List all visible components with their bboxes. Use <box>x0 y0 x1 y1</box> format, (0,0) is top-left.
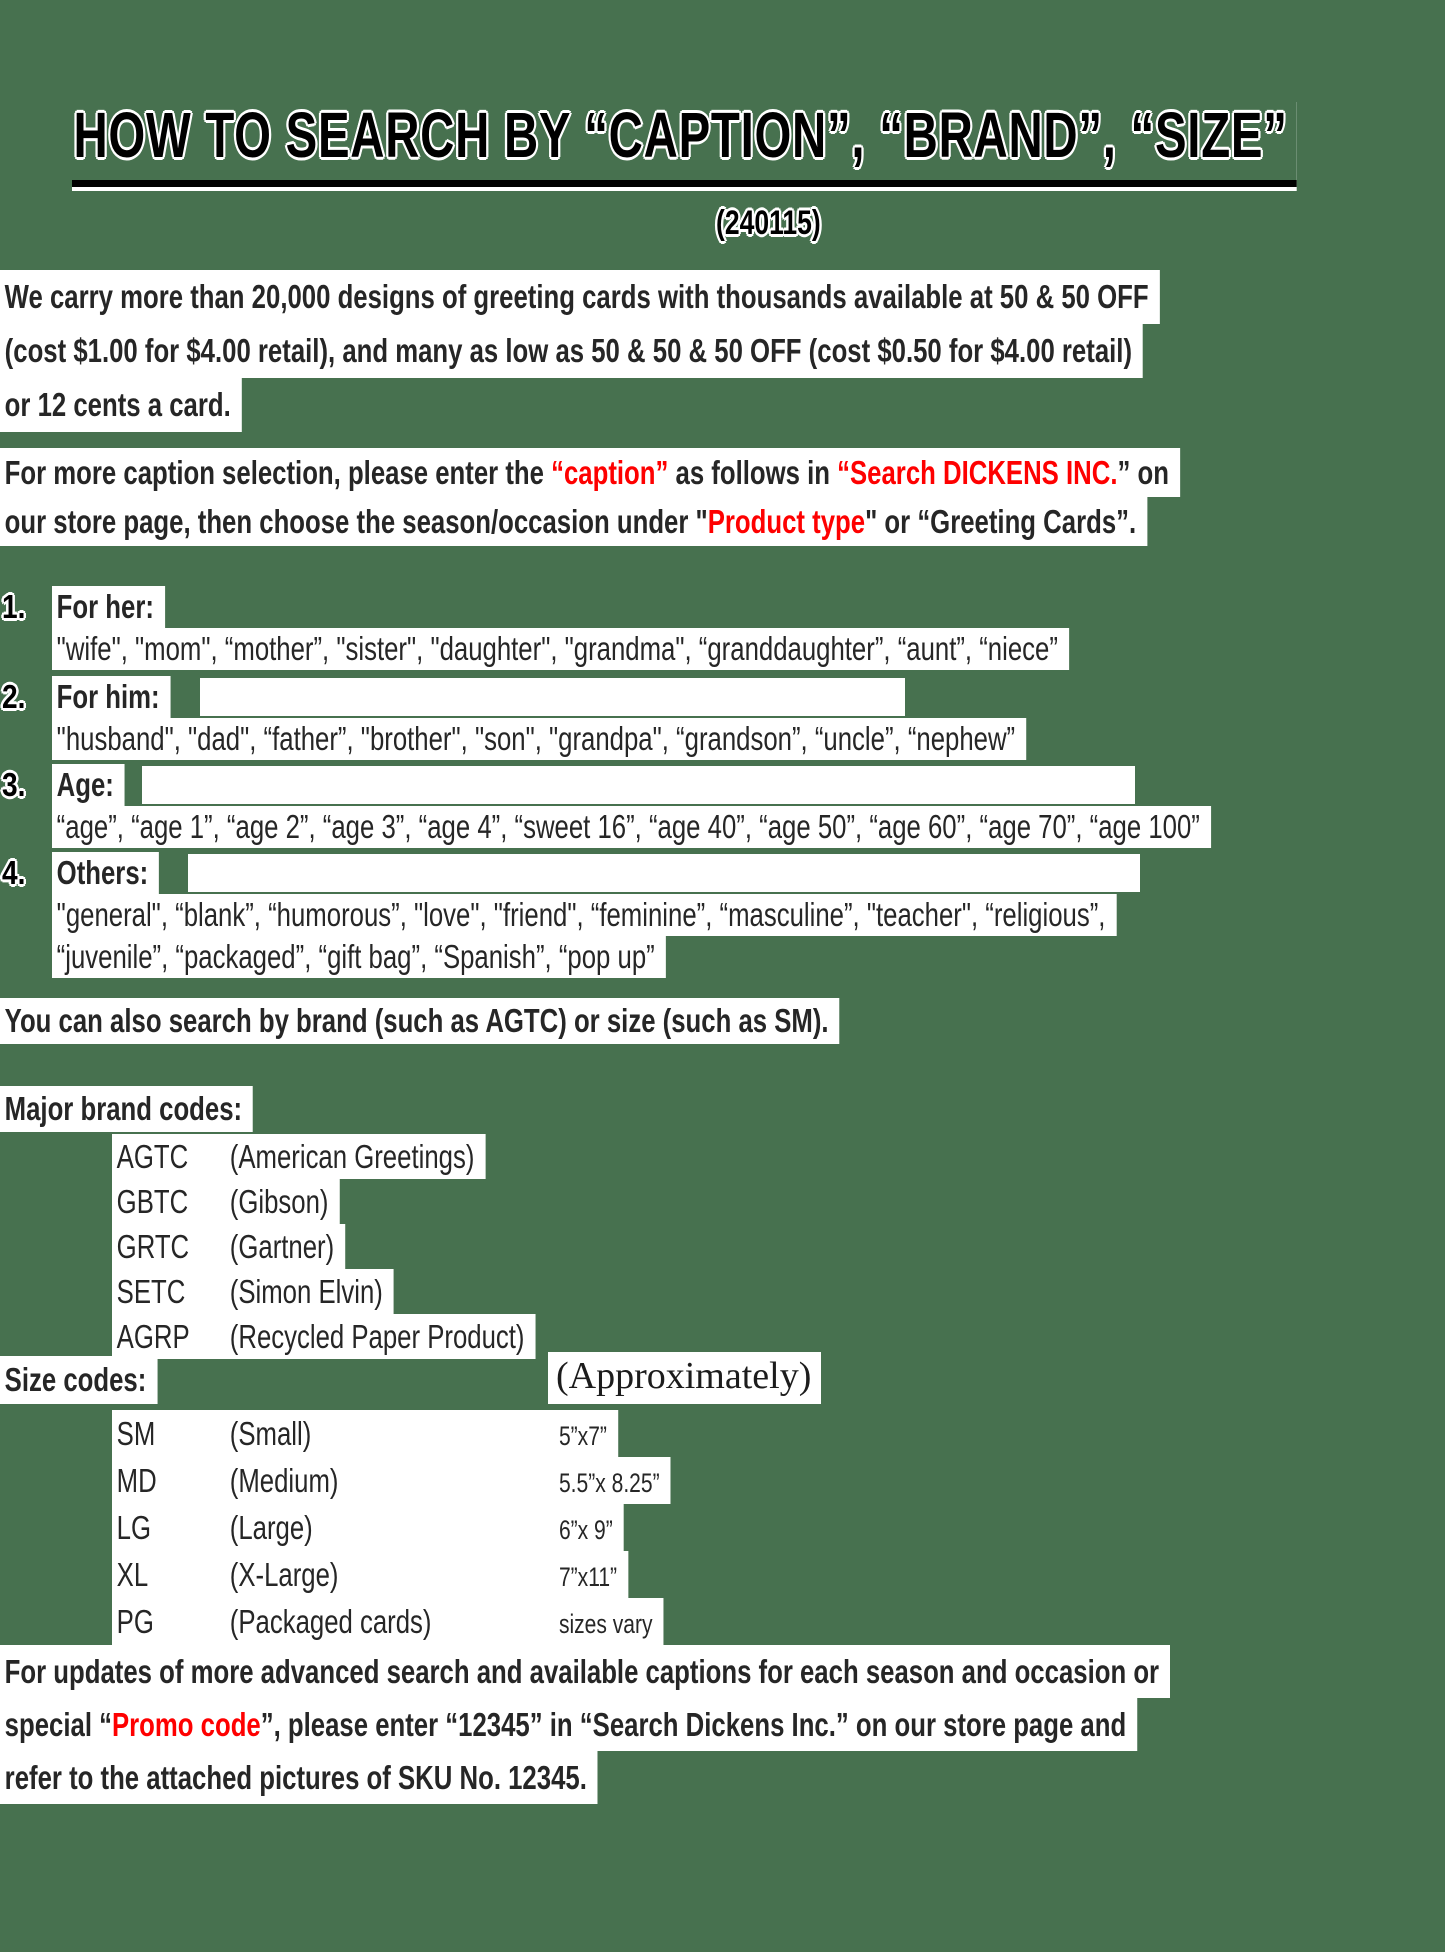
highlight-bar <box>142 766 1135 804</box>
brand-name: (Recycled Paper Product) <box>229 1318 525 1355</box>
size-code-row-text <box>112 1410 618 1457</box>
intro-line <box>0 378 242 432</box>
size-code: MD <box>116 1462 157 1499</box>
size-code-row <box>112 1504 624 1551</box>
brand-code-row-text <box>112 1134 485 1179</box>
footer-line <box>0 1645 1170 1698</box>
intro-line-text: We carry more than 20,000 designs of greeting cards with thousands available at 50 & 50 OFF <box>0 270 1160 324</box>
size-value: 5.5”x 8.25” <box>558 1468 660 1498</box>
brand-code: AGTC <box>116 1138 189 1175</box>
brand-code-row <box>112 1179 339 1224</box>
highlight-bar <box>200 678 905 716</box>
list-item-terms-text: "wife", "mom", “mother”, "sister", "daughter", "grandma", “granddaughter”, “aunt”, “niece” <box>52 628 1069 670</box>
caption-line-text: For more caption selection, please enter the “caption” as follows in “Search DICKENS INC.” on <box>0 448 1180 497</box>
size-code-row-text <box>112 1551 628 1598</box>
brand-code-row-text <box>112 1269 394 1314</box>
intro-line-text: (cost $1.00 for $4.00 retail), and many as low as 50 & 50 & 50 OFF (cost $0.50 for $4.00 retail) <box>0 324 1143 378</box>
size-code-row-text <box>112 1504 624 1551</box>
also-search-note: You can also search by brand (such as AGTC) or size (such as SM). <box>0 998 839 1044</box>
size-value: 5”x7” <box>558 1421 607 1451</box>
brand-code: AGRP <box>116 1318 190 1355</box>
list-item-terms <box>52 806 1211 848</box>
brand-code: GBTC <box>116 1183 189 1220</box>
brand-code: GRTC <box>116 1228 190 1265</box>
footer-line-text: special “Promo code”, please enter “12345” in “Search Dickens Inc.” on our store page and <box>0 1698 1137 1751</box>
size-code-row-text <box>112 1598 663 1645</box>
size-code-row <box>112 1410 618 1457</box>
size-code-row <box>112 1598 663 1645</box>
size-value: 7”x11” <box>558 1562 618 1592</box>
list-item-number: 4. <box>2 854 26 891</box>
caption-line-text: our store page, then choose the season/occasion under "Product type" or “Greeting Cards”. <box>0 497 1147 546</box>
size-code: XL <box>116 1556 149 1593</box>
list-item-terms-text: "general", “blank”, “humorous”, "love", "friend", “feminine”, “masculine”, "teacher", “religious”, <box>52 894 1116 936</box>
approx-note: (Approximately) <box>548 1352 821 1404</box>
list-item-number: 3. <box>2 766 26 803</box>
brand-codes-heading: Major brand codes: <box>0 1086 253 1132</box>
list-item-label <box>52 676 171 718</box>
intro-line <box>0 270 1160 324</box>
footer-line <box>0 1751 598 1804</box>
list-item-label-text: For her: <box>52 586 165 628</box>
list-item-label <box>52 764 125 806</box>
list-item-label-text: For him: <box>52 676 171 718</box>
size-name: (Small) <box>229 1415 312 1452</box>
brand-name: (Gartner) <box>229 1228 335 1265</box>
brand-name: (American Greetings) <box>229 1138 475 1175</box>
list-item-number: 2. <box>2 678 26 715</box>
footer-line <box>0 1698 1137 1751</box>
footer-line-text: For updates of more advanced search and available captions for each season and occasion or <box>0 1645 1170 1698</box>
page-title <box>72 98 1296 187</box>
brand-name: (Simon Elvin) <box>229 1273 383 1310</box>
list-item-label-text: Others: <box>52 852 159 894</box>
title-code: (240115) <box>716 204 821 242</box>
list-item-terms <box>52 718 1026 760</box>
brand-code-row-text <box>112 1314 535 1359</box>
caption-line <box>0 448 1180 497</box>
list-item-terms-text: “age”, “age 1”, “age 2”, “age 3”, “age 4”, “sweet 16”, “age 40”, “age 50”, “age 60”, “age 70”, “age 100” <box>52 806 1211 848</box>
brand-code: SETC <box>116 1273 186 1310</box>
list-item-number: 1. <box>2 588 26 625</box>
brand-code-row-text <box>112 1224 345 1269</box>
footer-line-text: refer to the attached pictures of SKU No. 12345. <box>0 1751 598 1804</box>
list-item-label <box>52 852 159 894</box>
size-code-row-text <box>112 1457 671 1504</box>
size-name: (Medium) <box>229 1462 339 1499</box>
highlight-bar <box>188 854 1140 892</box>
brand-code-row <box>112 1224 345 1269</box>
brand-code-row <box>112 1134 485 1179</box>
intro-line <box>0 324 1143 378</box>
brand-code-row-text <box>112 1179 339 1224</box>
size-name: (Large) <box>229 1509 313 1546</box>
brand-name: (Gibson) <box>229 1183 329 1220</box>
intro-line-text: or 12 cents a card. <box>0 378 242 432</box>
list-item-terms-text: “juvenile”, “packaged”, “gift bag”, “Spanish”, “pop up” <box>52 936 666 978</box>
list-item-terms <box>52 894 1116 936</box>
size-code: SM <box>116 1415 156 1452</box>
size-code: PG <box>116 1603 154 1640</box>
brand-code-row <box>112 1269 394 1314</box>
list-item-terms <box>52 628 1069 670</box>
list-item-terms-text: "husband", "dad", “father”, "brother", "son", "grandpa", “grandson”, “uncle”, “nephew” <box>52 718 1026 760</box>
size-code-row <box>112 1457 671 1504</box>
size-value: sizes vary <box>558 1609 653 1639</box>
page-title-text: HOW TO SEARCH BY “CAPTION”, “BRAND”, “SIZE” <box>72 98 1296 187</box>
caption-line <box>0 497 1147 546</box>
list-item-label-text: Age: <box>52 764 125 806</box>
brand-code-row <box>112 1314 535 1359</box>
size-value: 6”x 9” <box>558 1515 613 1545</box>
list-item-terms <box>52 936 666 978</box>
list-item-label <box>52 586 165 628</box>
size-name: (X-Large) <box>229 1556 339 1593</box>
size-codes-heading: Size codes: <box>0 1356 157 1404</box>
size-name: (Packaged cards) <box>229 1603 432 1640</box>
size-code-row <box>112 1551 628 1598</box>
size-code: LG <box>116 1509 152 1546</box>
